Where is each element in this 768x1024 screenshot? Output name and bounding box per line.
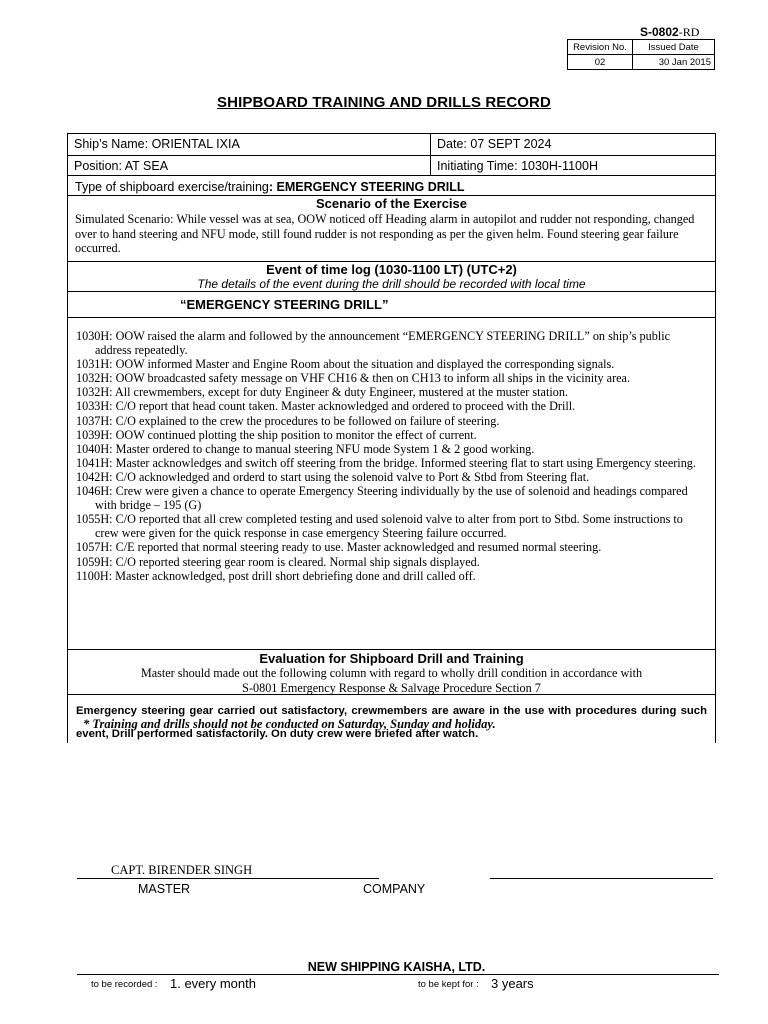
evaluation-result-text: Emergency steering gear carried out satisfactory, crewmembers are aware in the use with procedures during such event, Drill performed satisfactorily. On duty crew were briefed after watch. <box>76 705 707 740</box>
revision-value: 02 <box>568 55 633 70</box>
revision-label: Revision No. <box>568 40 633 55</box>
log-entry: 1037H: C/O explained to the crew the procedures to be followed on failure of steering. <box>76 413 500 428</box>
drill-name: “EMERGENCY STEERING DRILL” <box>180 297 389 312</box>
master-name: CAPT. BIRENDER SINGH <box>111 863 253 877</box>
evaluation-instruction-line1: Master should made out the following column with regard to wholly drill condition in accordance with <box>140 666 643 680</box>
date-field: Date: 07 SEPT 2024 <box>437 137 552 151</box>
training-note: * Training and drills should not be conducted on Saturday, Sunday and holiday. <box>83 717 496 731</box>
scenario-text: Simulated Scenario: While vessel was at sea, OOW noticed off Heading alarm in autopilot and rudder not responding, changed over to hand steering and NFU mode, still found rudder is not responding as per the given helm. Found steering gear failure occurred. <box>75 212 695 255</box>
ship-date-row <box>68 134 715 156</box>
time-log-subheading: The details of the event during the drill should be recorded with local time <box>197 277 586 291</box>
retention-period-label: to be kept for : <box>418 979 479 990</box>
position-field: Position: AT SEA <box>68 156 431 175</box>
revision-table <box>567 39 715 70</box>
master-label: MASTER <box>138 882 191 896</box>
log-entry: 1041H: Master acknowledges and switch off steering from the bridge. Informed steering flat to start using Emergency steering. <box>76 455 696 470</box>
document-code-number: S-0802 <box>640 25 679 39</box>
record-frequency-value: 1. every month <box>170 976 256 991</box>
ship-name-field: Ship’s Name: ORIENTAL IXIA <box>68 134 431 155</box>
evaluation-header <box>68 650 715 695</box>
exercise-type-value: : EMERGENCY STEERING DRILL <box>268 180 465 194</box>
log-entry: 1039H: OOW continued plotting the ship position to monitor the effect of current. <box>76 427 477 442</box>
initiating-time-field: Initiating Time: 1030H-1100H <box>437 159 598 173</box>
company-label: COMPANY <box>363 882 426 896</box>
log-entry: 1033H: C/O report that head count taken. Master acknowledged and ordered to proceed with the Drill. <box>76 399 576 414</box>
position-time-row <box>68 156 715 176</box>
log-entry: 1032H: All crewmembers, except for duty Engineer & duty Engineer, mustered at the muster station. <box>76 385 568 400</box>
time-log-heading: Event of time log (1030-1100 LT) (UTC+2) <box>266 262 517 277</box>
time-log-header <box>68 262 715 292</box>
footer-divider <box>77 974 719 975</box>
master-signature-line <box>77 878 379 879</box>
evaluation-heading: Evaluation for Shipboard Drill and Training <box>259 651 524 666</box>
exercise-type-label: Type of shipboard exercise/training <box>75 180 269 194</box>
log-entry: 1032H: OOW broadcasted safety message on VHF CH16 & then on CH13 to inform all ships in the vicinity area. <box>76 371 630 386</box>
document-code <box>640 25 699 40</box>
log-entry: 1042H: C/O acknowledged and orderd to start using the solenoid valve to Port & Stbd from Steering flat. <box>76 469 590 484</box>
evaluation-instruction-line2: S-0801 Emergency Response & Salvage Procedure Section 7 <box>242 680 541 695</box>
issued-date-value: 30 Jan 2015 <box>633 55 715 70</box>
record-frequency-label: to be recorded : <box>91 979 158 990</box>
log-entry: 1057H: C/E reported that normal steering ready to use. Master acknowledged and resumed normal steering. <box>76 540 602 555</box>
log-entry: 1046H: Crew were given a chance to operate Emergency Steering individually by the use of solenoid and headings compared with bridge – 195 (G) <box>76 484 688 513</box>
drill-record-form <box>67 133 716 743</box>
exercise-type-row <box>68 176 715 196</box>
log-entry: 1030H: OOW raised the alarm and followed by the announcement “EMERGENCY STEERING DRILL” on ship’s public address repeatedly. <box>76 329 671 358</box>
log-entry: 1100H: Master acknowledged, post drill short debriefing done and drill called off. <box>76 568 476 583</box>
retention-period-value: 3 years <box>491 976 534 991</box>
event-log-section <box>68 318 715 650</box>
company-name: NEW SHIPPING KAISHA, LTD. <box>307 960 486 974</box>
document-code-suffix: -RD <box>678 25 700 39</box>
log-entry: 1055H: C/O reported that all crew completed testing and used solenoid valve to alter from port to Stbd. Some instructions to crew were given for the quick response in case emergency Steering failure occurred. <box>76 512 683 541</box>
log-entry: 1031H: OOW informed Master and Engine Room about the situation and displayed the corresponding signals. <box>76 357 615 372</box>
scenario-heading: Scenario of the Exercise <box>315 196 467 211</box>
scenario-section <box>68 196 715 262</box>
page-title: SHIPBOARD TRAINING AND DRILLS RECORD <box>217 94 551 111</box>
log-entry: 1040H: Master ordered to change to manual steering NFU mode System 1 & 2 good working. <box>76 441 535 456</box>
issued-date-label: Issued Date <box>633 40 715 55</box>
company-signature-line <box>490 878 713 879</box>
drill-name-row <box>68 292 715 318</box>
log-entry: 1059H: C/O reported steering gear room is cleared. Normal ship signals displayed. <box>76 554 480 569</box>
